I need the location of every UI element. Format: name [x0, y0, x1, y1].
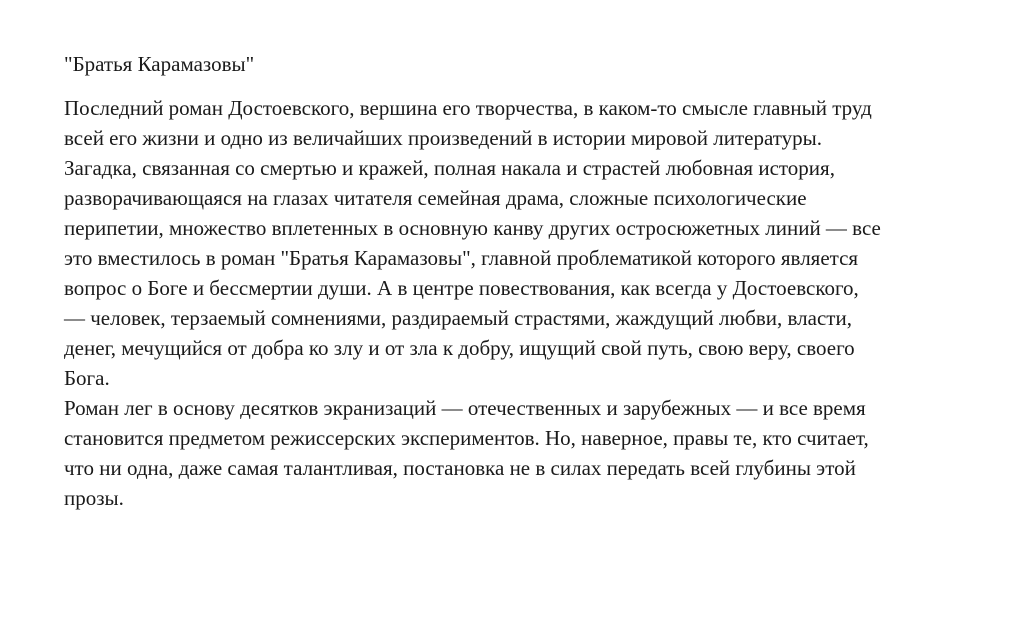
paragraph-description: Последний роман Достоевского, вершина его творчества, в каком-то смысле главный труд всей его жизни и одно из величайших произведений в истории мировой литературы. Загадка, связанная со смертью и кражей, полная накала и страстей любовная история, разворачивающаяся на глазах читателя семейная драма, сложные психологические перипетии, множество вплетенных в основную канву других остросюжетных линий — все это вместилось в роман "Братья Карамазовы", главной проблематикой которого является вопрос о Боге и бессмертии души. А в центре повествования, как всегда у Достоевского, — человек, терзаемый сомнениями, раздираемый страстями, жаждущий любви, власти, денег, мечущийся от добра ко злу и от зла к добру, ищущий свой путь, свою веру, своего Бога. [64, 96, 881, 390]
document-title: "Братья Карамазовы" [64, 52, 255, 76]
paragraph-adaptations: Роман лег в основу десятков экранизаций — отечественных и зарубежных — и все время становится предметом режиссерских экспериментов. Но, наверное, правы те, кто считает, что ни одна, даже самая талантливая, постановка не в силах передать всей глубины этой прозы. [64, 396, 869, 510]
document-page [64, 49, 964, 513]
